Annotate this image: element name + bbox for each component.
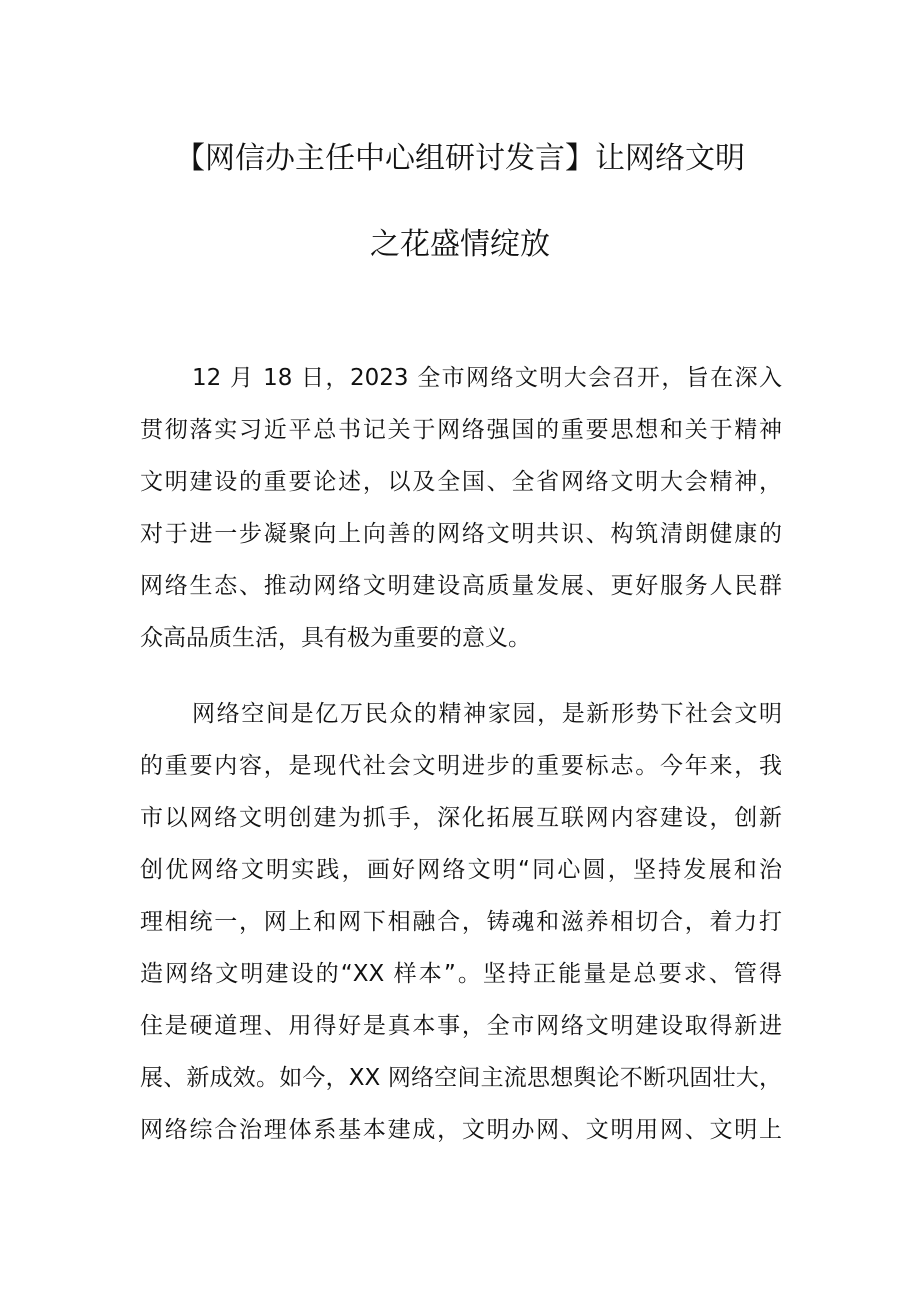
paragraph-line: 展、新成效。如今，XX 网络空间主流思想舆论不断巩固壮大， [140, 1065, 782, 1091]
paragraph-line: 12 月 18 日，2023 全市网络文明大会召开，旨在深入 [192, 365, 782, 391]
paragraph-line: 对于进一步凝聚向上向善的网络文明共识、构筑清朗健康的 [140, 521, 782, 547]
paragraph-line: 文明建设的重要论述，以及全国、全省网络文明大会精神， [140, 469, 782, 495]
document-title-line-1: 【网信办主任中心组研讨发言】让网络文明 [175, 141, 745, 176]
paragraph-line: 理相统一，网上和网下相融合，铸魂和滋养相切合，着力打 [140, 909, 782, 935]
paragraph-line: 网络空间是亿万民众的精神家园，是新形势下社会文明 [192, 701, 782, 727]
paragraph-line: 的重要内容，是现代社会文明进步的重要标志。今年来，我 [140, 753, 782, 779]
paragraph-line: 市以网络文明创建为抓手，深化拓展互联网内容建设，创新 [140, 805, 782, 831]
paragraph-line: 网络生态、推动网络文明建设高质量发展、更好服务人民群 [140, 573, 782, 599]
paragraph-line: 住是硬道理、用得好是真本事，全市网络文明建设取得新进 [140, 1013, 782, 1039]
paragraph-2 [140, 688, 782, 1156]
paragraph-line: 众高品质生活，具有极为重要的意义。 [140, 625, 531, 651]
paragraph-1 [140, 352, 782, 664]
paragraph-line: 造网络文明建设的“XX 样本”。坚持正能量是总要求、管得 [140, 961, 782, 987]
paragraph-line: 网络综合治理体系基本建成，文明办网、文明用网、文明上 [140, 1117, 782, 1143]
paragraph-line: 创优网络文明实践，画好网络文明“同心圆，坚持发展和治 [140, 857, 782, 883]
document-title-line-2: 之花盛情绽放 [370, 227, 550, 262]
paragraph-line: 贯彻落实习近平总书记关于网络强国的重要思想和关于精神 [140, 417, 782, 443]
